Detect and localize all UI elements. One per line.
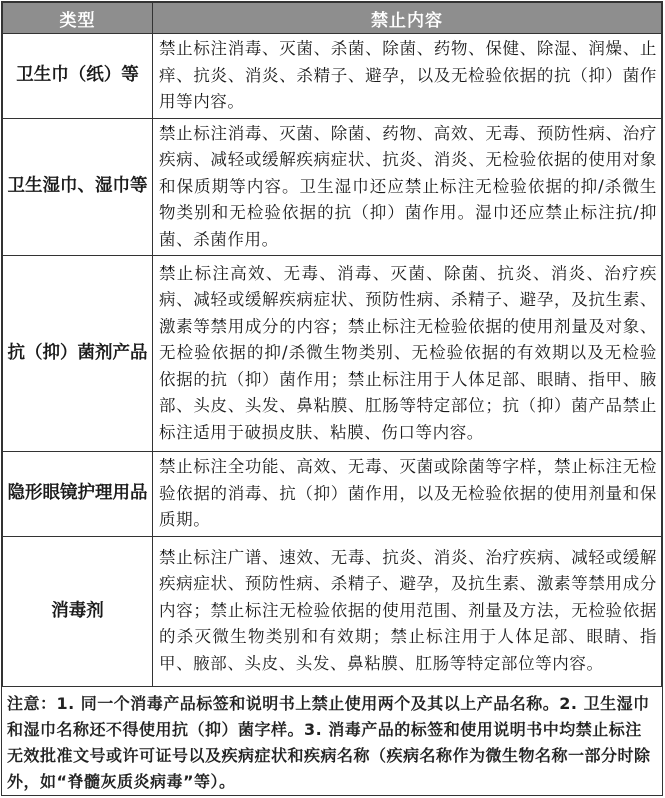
prohibited-content-table xyxy=(2,2,662,687)
row-content: 禁止标注消毒、灭菌、除菌、药物、高效、无毒、预防性病、治疗疾病、减轻或缓解疾病症状、抗炎、消炎、无检验依据的使用对象和保质期等内容。卫生湿巾还应禁止标注无检验依据的抑/杀微生物类别和无检验依据的抗（抑）菌作用。湿巾还应禁止标注抗/抑菌、杀菌作用。 xyxy=(153,118,662,256)
row-content: 禁止标注广谱、速效、无毒、抗炎、消炎、治疗疾病、减轻或缓解疾病症状、预防性病、杀精子、避孕，及抗生素、激素等禁用成分内容；禁止标注无检验依据的使用范围、剂量及方法，无检验依据的杀灭微生物类别和有效期；禁止标注用于人体足部、眼睛、指甲、腋部、头皮、头发、鼻粘膜、肛肠等特定部位等内容。 xyxy=(153,536,662,686)
table-row xyxy=(3,34,662,119)
table-header-row xyxy=(3,3,662,34)
table-row xyxy=(3,452,662,537)
row-type: 消毒剂 xyxy=(3,536,153,686)
header-content: 禁止内容 xyxy=(153,3,662,34)
table-row xyxy=(3,536,662,686)
row-content: 禁止标注消毒、灭菌、杀菌、除菌、药物、保健、除湿、润燥、止痒、抗炎、消炎、杀精子、避孕，以及无检验依据的抗（抑）菌作用等内容。 xyxy=(153,34,662,119)
row-type: 隐形眼镜护理用品 xyxy=(3,452,153,537)
table-row xyxy=(3,118,662,256)
row-type: 抗（抑）菌剂产品 xyxy=(3,256,153,452)
row-type: 卫生湿巾、湿巾等 xyxy=(3,118,153,256)
document-page xyxy=(1,1,663,796)
footnote: 注意：1. 同一个消毒产品标签和说明书上禁止使用两个及其以上产品名称。2. 卫生湿巾和湿巾名称还不得使用抗（抑）菌字样。3. 消毒产品的标签和使用说明书中均禁止标注无效批准文号或许可证号以及疾病症状和疾病名称（疾病名称作为微生物名称一部分时除外，如“脊髓灰质炎病毒”等）。 xyxy=(7,693,651,791)
row-content: 禁止标注全功能、高效、无毒、灭菌或除菌等字样，禁止标注无检验依据的消毒、抗（抑）菌作用，以及无检验依据的使用剂量和保质期。 xyxy=(153,452,662,537)
table-row xyxy=(3,256,662,452)
row-type: 卫生巾（纸）等 xyxy=(3,34,153,119)
row-content: 禁止标注高效、无毒、消毒、灭菌、除菌、抗炎、消炎、治疗疾病、减轻或缓解疾病症状、预防性病、杀精子、避孕，及抗生素、激素等禁用成分的内容；禁止标注无检验依据的使用剂量及对象、无检验依据的抑/杀微生物类别、无检验依据的有效期以及无检验依据的抗（抑）菌作用；禁止标注用于人体足部、眼睛、指甲、腋部、头皮、头发、鼻粘膜、肛肠等特定部位；抗（抑）菌产品禁止标注适用于破损皮肤、粘膜、伤口等内容。 xyxy=(153,256,662,452)
header-type: 类型 xyxy=(3,3,153,34)
